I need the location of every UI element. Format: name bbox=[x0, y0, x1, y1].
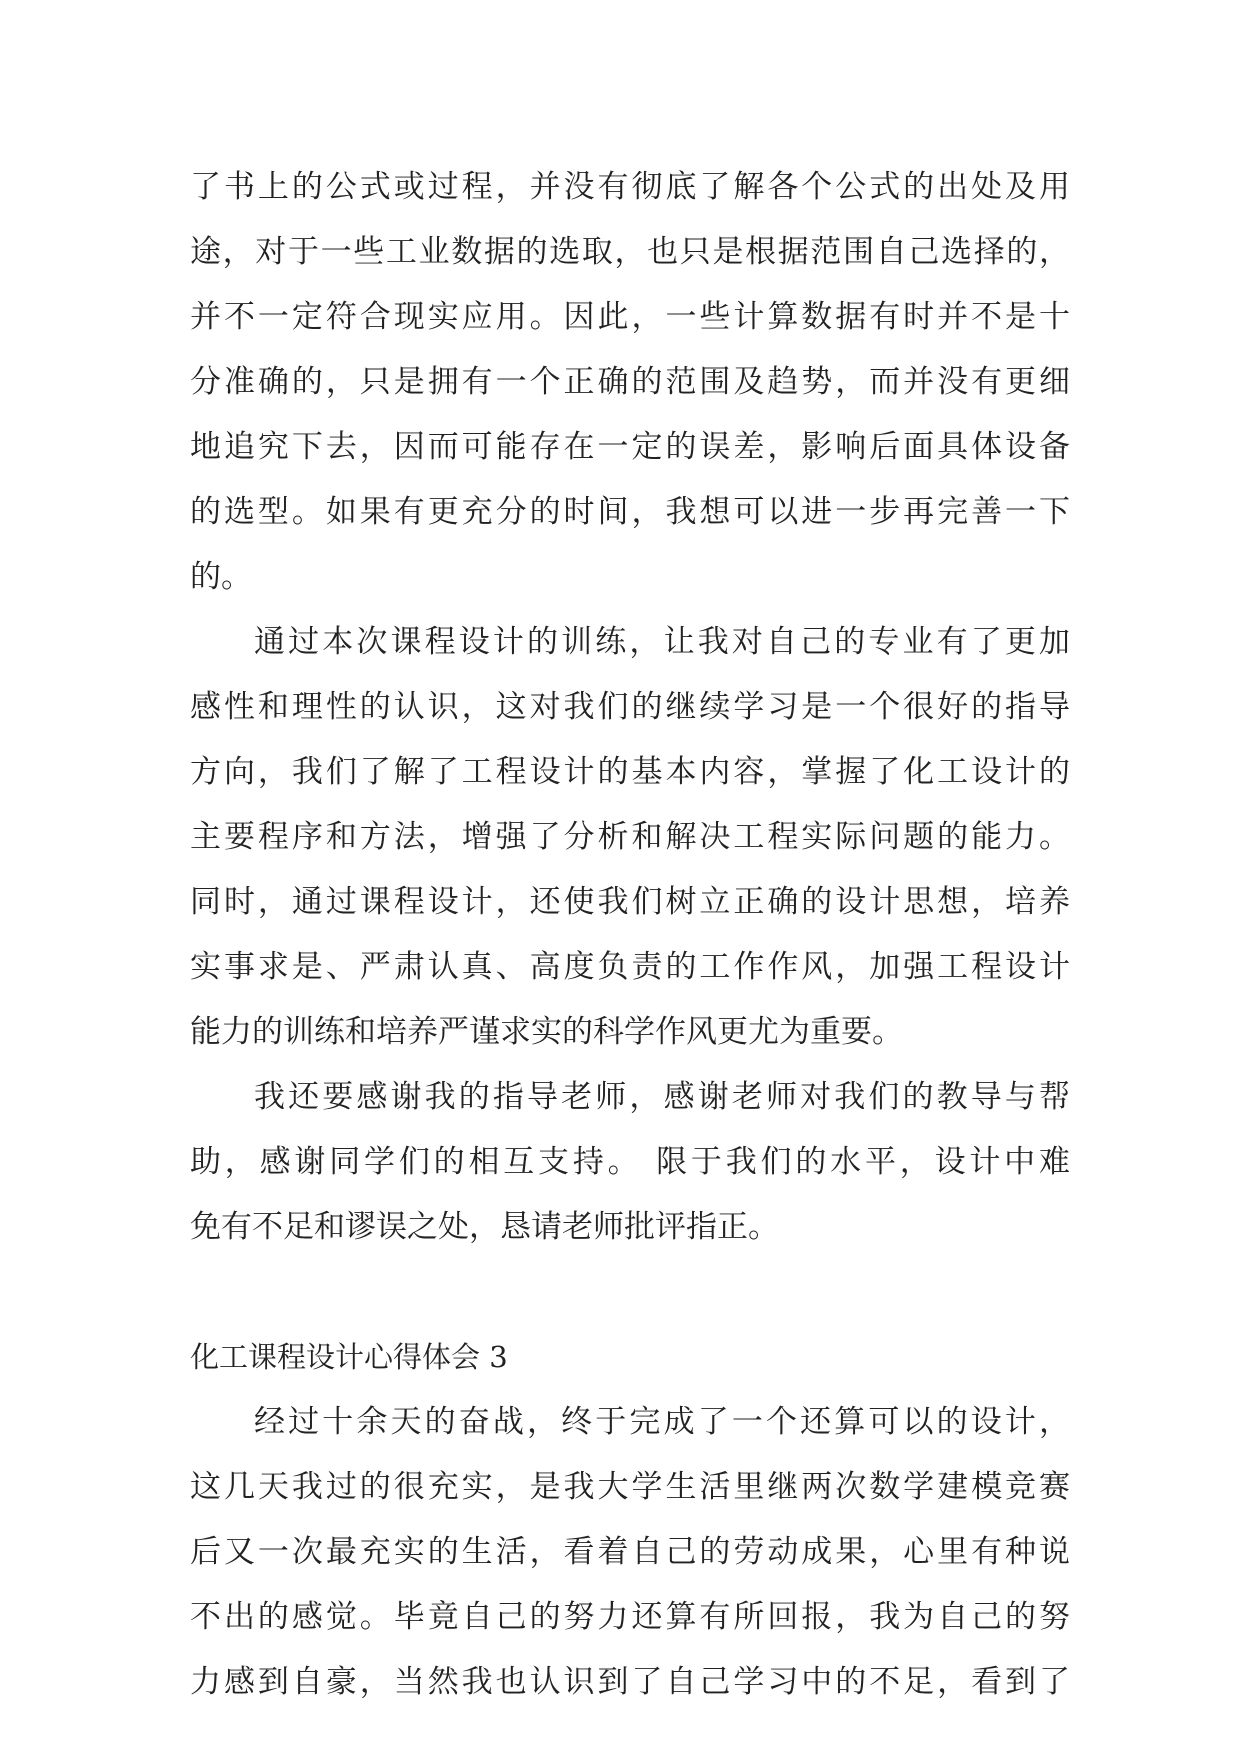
text-line: 主要程序和方法，增强了分析和解决工程实际问题的能力。 bbox=[190, 819, 1070, 855]
text-line: 这几天我过的很充实，是我大学生活里继两次数学建模竞赛 bbox=[190, 1469, 1070, 1505]
text-line: 免有不足和谬误之处，恳请老师批评指正。 bbox=[190, 1209, 779, 1245]
text-line: 我还要感谢我的指导老师，感谢老师对我们的教导与帮 bbox=[254, 1079, 1070, 1115]
section-title: 化工课程设计心得体会 3 bbox=[190, 1340, 508, 1374]
paragraph-gap bbox=[190, 1260, 1070, 1325]
paragraph-2 bbox=[190, 610, 1070, 1065]
text-line: 途，对于一些工业数据的选取，也只是根据范围自己选择的， bbox=[190, 234, 1070, 270]
text-line: 分准确的，只是拥有一个正确的范围及趋势，而并没有更细 bbox=[190, 364, 1070, 400]
text-line: 同时，通过课程设计，还使我们树立正确的设计思想，培养 bbox=[190, 884, 1070, 920]
text-line: 感性和理性的认识，这对我们的继续学习是一个很好的指导 bbox=[190, 689, 1070, 725]
text-line: 实事求是、严肃认真、高度负责的工作作风，加强工程设计 bbox=[190, 949, 1070, 985]
section-paragraph bbox=[190, 1390, 1070, 1715]
text-line: 地追究下去，因而可能存在一定的误差，影响后面具体设备 bbox=[190, 429, 1070, 465]
document-body bbox=[190, 155, 1070, 1715]
text-line: 了书上的公式或过程，并没有彻底了解各个公式的出处及用 bbox=[190, 169, 1070, 205]
paragraph-1 bbox=[190, 155, 1070, 610]
text-line: 力感到自豪，当然我也认识到了自己学习中的不足，看到了 bbox=[190, 1664, 1070, 1700]
text-line: 通过本次课程设计的训练，让我对自己的专业有了更加 bbox=[254, 624, 1070, 660]
text-line: 方向，我们了解了工程设计的基本内容，掌握了化工设计的 bbox=[190, 754, 1070, 790]
text-line: 后又一次最充实的生活，看着自己的劳动成果，心里有种说 bbox=[190, 1534, 1070, 1570]
text-line: 助，感谢同学们的相互支持。 限于我们的水平，设计中难 bbox=[190, 1144, 1070, 1180]
text-line: 能力的训练和培养严谨求实的科学作风更尤为重要。 bbox=[190, 1014, 903, 1050]
text-line: 不出的感觉。毕竟自己的努力还算有所回报，我为自己的努 bbox=[190, 1599, 1070, 1635]
text-line: 的。 bbox=[190, 559, 252, 595]
text-line: 并不一定符合现实应用。因此，一些计算数据有时并不是十 bbox=[190, 299, 1070, 335]
text-line: 经过十余天的奋战，终于完成了一个还算可以的设计， bbox=[254, 1404, 1070, 1440]
paragraph-3 bbox=[190, 1065, 1070, 1260]
text-line: 的选型。如果有更充分的时间，我想可以进一步再完善一下 bbox=[190, 494, 1070, 530]
